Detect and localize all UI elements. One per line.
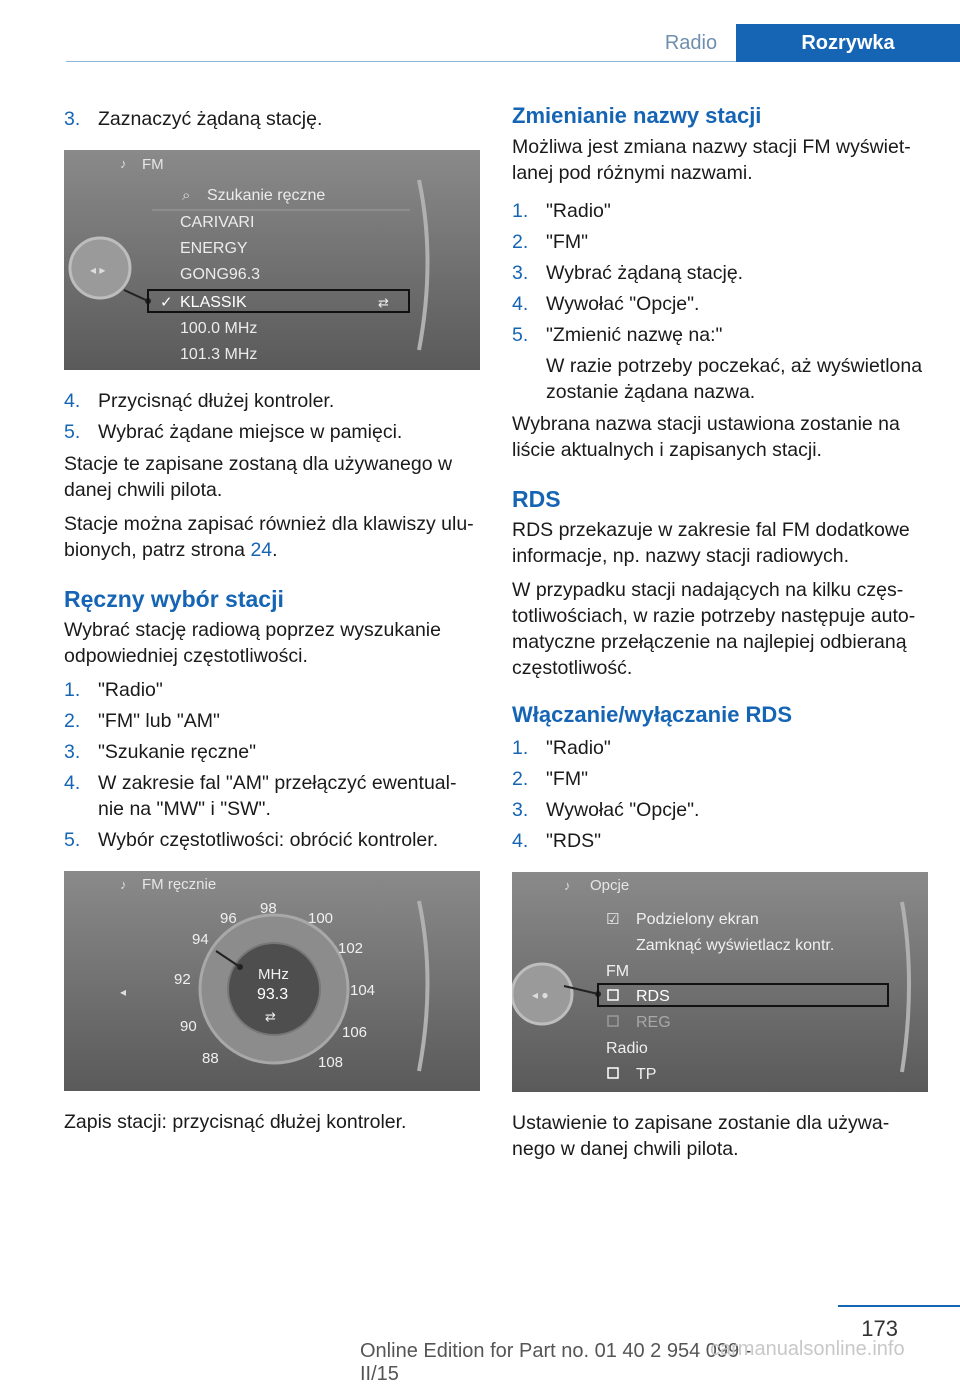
step-number: 2. [64, 710, 81, 732]
step-item [64, 739, 480, 765]
right-column [512, 100, 928, 1170]
paragraph: Możliwa jest zmiana nazwy stacji FM wyświet‐lanej pod różnymi nazwami. [512, 136, 911, 184]
screen3-item: Podzielony ekran [636, 911, 759, 928]
step-text: "Radio" [546, 737, 611, 759]
dial-mark: 96 [220, 910, 237, 927]
screen-options-menu [512, 872, 928, 1092]
step-number: 4. [512, 293, 529, 315]
step-number: 5. [64, 421, 81, 443]
screen-fm-station-list [64, 150, 480, 370]
step-text: Wybrać żądane miejsce w pamięci. [98, 421, 403, 443]
svg-text:⇄: ⇄ [378, 295, 389, 310]
screen2-title: FM ręcznie [142, 876, 217, 893]
screen1-item: GONG96.3 [180, 266, 261, 283]
steps-rename [512, 198, 928, 405]
step-item [512, 828, 928, 854]
caption: Zapis stacji: przycisnąć dłużej kontroler. [64, 1111, 407, 1133]
step-text: "Szukanie ręczne" [98, 741, 257, 763]
left-column [64, 100, 480, 1143]
svg-text:◂ ▸: ◂ ▸ [90, 263, 106, 277]
screen3-item: Zamknąć wyświetlacz kontr. [636, 937, 835, 954]
freq-unit: MHz [258, 966, 289, 983]
step-item [64, 388, 480, 414]
screen-fm-manual-dial [64, 871, 480, 1091]
paragraph-text: . [272, 539, 278, 561]
step-item [512, 198, 928, 224]
step-item [64, 419, 480, 445]
step-number: 4. [64, 390, 81, 412]
step-number: 3. [64, 741, 81, 763]
step-text: Wywołać "Opcje". [546, 799, 700, 821]
step-number: 3. [512, 262, 529, 284]
paragraph: Wybrać stację radiową poprzez wyszukanie odpowiedniej częstotliwości. [64, 619, 441, 667]
step-item [512, 735, 928, 761]
screen1-item: 100.0 MHz [180, 320, 258, 337]
screen3-item: Radio [606, 1040, 648, 1057]
step-text: "FM" [546, 231, 588, 253]
screen3-item: RDS [636, 988, 670, 1005]
dial-mark: 90 [180, 1018, 197, 1035]
step-number: 5. [64, 829, 81, 851]
steps-b [64, 677, 480, 853]
paragraph-text: Stacje można zapisać również dla klawiszy ulu‐bionych, patrz strona [64, 513, 474, 561]
tab-chapter[interactable]: Rozrywka [736, 24, 960, 62]
screen1-item: 101.3 MHz [180, 346, 258, 363]
footer-rule [838, 1305, 960, 1307]
svg-text:✓: ✓ [160, 294, 173, 311]
screen3-item: TP [636, 1066, 657, 1083]
step-number: 1. [64, 679, 81, 701]
tab-section[interactable]: Radio [664, 32, 718, 54]
step-item [64, 827, 480, 853]
dial-mark: 102 [338, 940, 364, 957]
dial-mark: 98 [260, 900, 277, 917]
screen1-item: ENERGY [180, 240, 248, 257]
svg-text:⇄: ⇄ [265, 1009, 276, 1024]
dial-mark: 92 [174, 971, 191, 988]
step-number: 5. [512, 324, 529, 346]
paragraph: Ustawienie to zapisane zostanie dla używa‐nego w danej chwili pilota. [512, 1112, 890, 1160]
step-text: "Radio" [546, 200, 611, 222]
step-number: 1. [512, 737, 529, 759]
step-text: "FM" lub "AM" [98, 710, 220, 732]
step-item [64, 770, 480, 822]
step-item [512, 291, 928, 317]
step-text: Wywołać "Opcje". [546, 293, 700, 315]
step-text: "FM" [546, 768, 588, 790]
step-item [64, 708, 480, 734]
step-note: W razie potrzeby poczekać, aż wyświetlona zostanie żądana nazwa. [546, 355, 923, 403]
step-number: 3. [64, 108, 81, 130]
step-item [512, 766, 928, 792]
screen1-title: FM [142, 156, 164, 173]
step-item [64, 106, 480, 132]
step-text: Wybrać żądaną stację. [546, 262, 744, 284]
step-number: 4. [64, 772, 81, 794]
step-item [512, 797, 928, 823]
step-text: "RDS" [546, 830, 602, 852]
paragraph-with-link [64, 511, 480, 563]
steps-a [64, 388, 480, 445]
edition-note: Online Edition for Part no. 01 40 2 954 099 - II/15 [360, 1340, 752, 1385]
dial-mark: 88 [202, 1050, 219, 1067]
step-item [64, 677, 480, 703]
step-number: 2. [512, 231, 529, 253]
freq-value: 93.3 [257, 986, 289, 1003]
screen3-item: FM [606, 963, 630, 980]
step-text: "Radio" [98, 679, 163, 701]
paragraph: Wybrana nazwa stacji ustawiona zostanie na liście aktualnych i zapisanych stacji. [512, 413, 900, 461]
svg-text:◂: ◂ [120, 985, 127, 999]
step-text: Wybór częstotliwości: obrócić kontroler. [98, 829, 439, 851]
step-text: Przycisnąć dłużej kontroler. [98, 390, 335, 412]
svg-text:♪: ♪ [564, 878, 571, 893]
step-number: 1. [512, 200, 529, 222]
paragraph: W przypadku stacji nadających na kilku częs‐totliwościach, w razie potrzeby następuje auto‐matyczne przełączenie na najlepiej odbieraną częstotliwość. [512, 579, 916, 679]
svg-text:◂ ●: ◂ ● [532, 988, 549, 1002]
step-item [512, 260, 928, 286]
watermark: carmanualsonline.info [710, 1338, 905, 1360]
step-item [512, 229, 928, 255]
paragraph: Stacje te zapisane zostaną dla używanego w danej chwili pilota. [64, 453, 453, 501]
section-heading: Włączanie/wyłączanie RDS [512, 702, 792, 727]
screen3-item: REG [636, 1014, 671, 1031]
screen1-item: KLASSIK [180, 294, 247, 311]
step-item [512, 322, 928, 348]
page-link[interactable]: 24 [250, 539, 273, 561]
section-heading: Ręczny wybór stacji [64, 586, 284, 612]
dial-mark: 100 [308, 910, 334, 927]
step-text: "Zmienić nazwę na:" [546, 324, 723, 346]
section-heading: Zmienianie nazwy stacji [512, 103, 762, 128]
paragraph: RDS przekazuje w zakresie fal FM dodatkowe informacje, np. nazwy stacji radiowych. [512, 519, 910, 567]
screen1-item: Szukanie ręczne [207, 187, 326, 204]
page-number: 173 [861, 1316, 898, 1341]
section-heading: RDS [512, 486, 561, 512]
step-text: W zakresie fal "AM" przełączyć ewentual‐nie na "MW" i "SW". [98, 772, 457, 820]
svg-text:⌕: ⌕ [182, 187, 191, 204]
screen3-title: Opcje [590, 877, 630, 894]
svg-text:☑: ☑ [606, 911, 620, 928]
step-number: 3. [512, 799, 529, 821]
step-text: Zaznaczyć żądaną stację. [98, 108, 323, 130]
dial-mark: 104 [350, 982, 376, 999]
step-number: 4. [512, 830, 529, 852]
dial-mark: 108 [318, 1054, 344, 1071]
step-number: 2. [512, 768, 529, 790]
dial-mark: 94 [192, 931, 209, 948]
steps-rds [512, 735, 928, 854]
svg-text:♪: ♪ [120, 877, 127, 892]
svg-text:♪: ♪ [120, 156, 127, 171]
dial-mark: 106 [342, 1024, 368, 1041]
screen1-item: CARIVARI [180, 214, 255, 231]
